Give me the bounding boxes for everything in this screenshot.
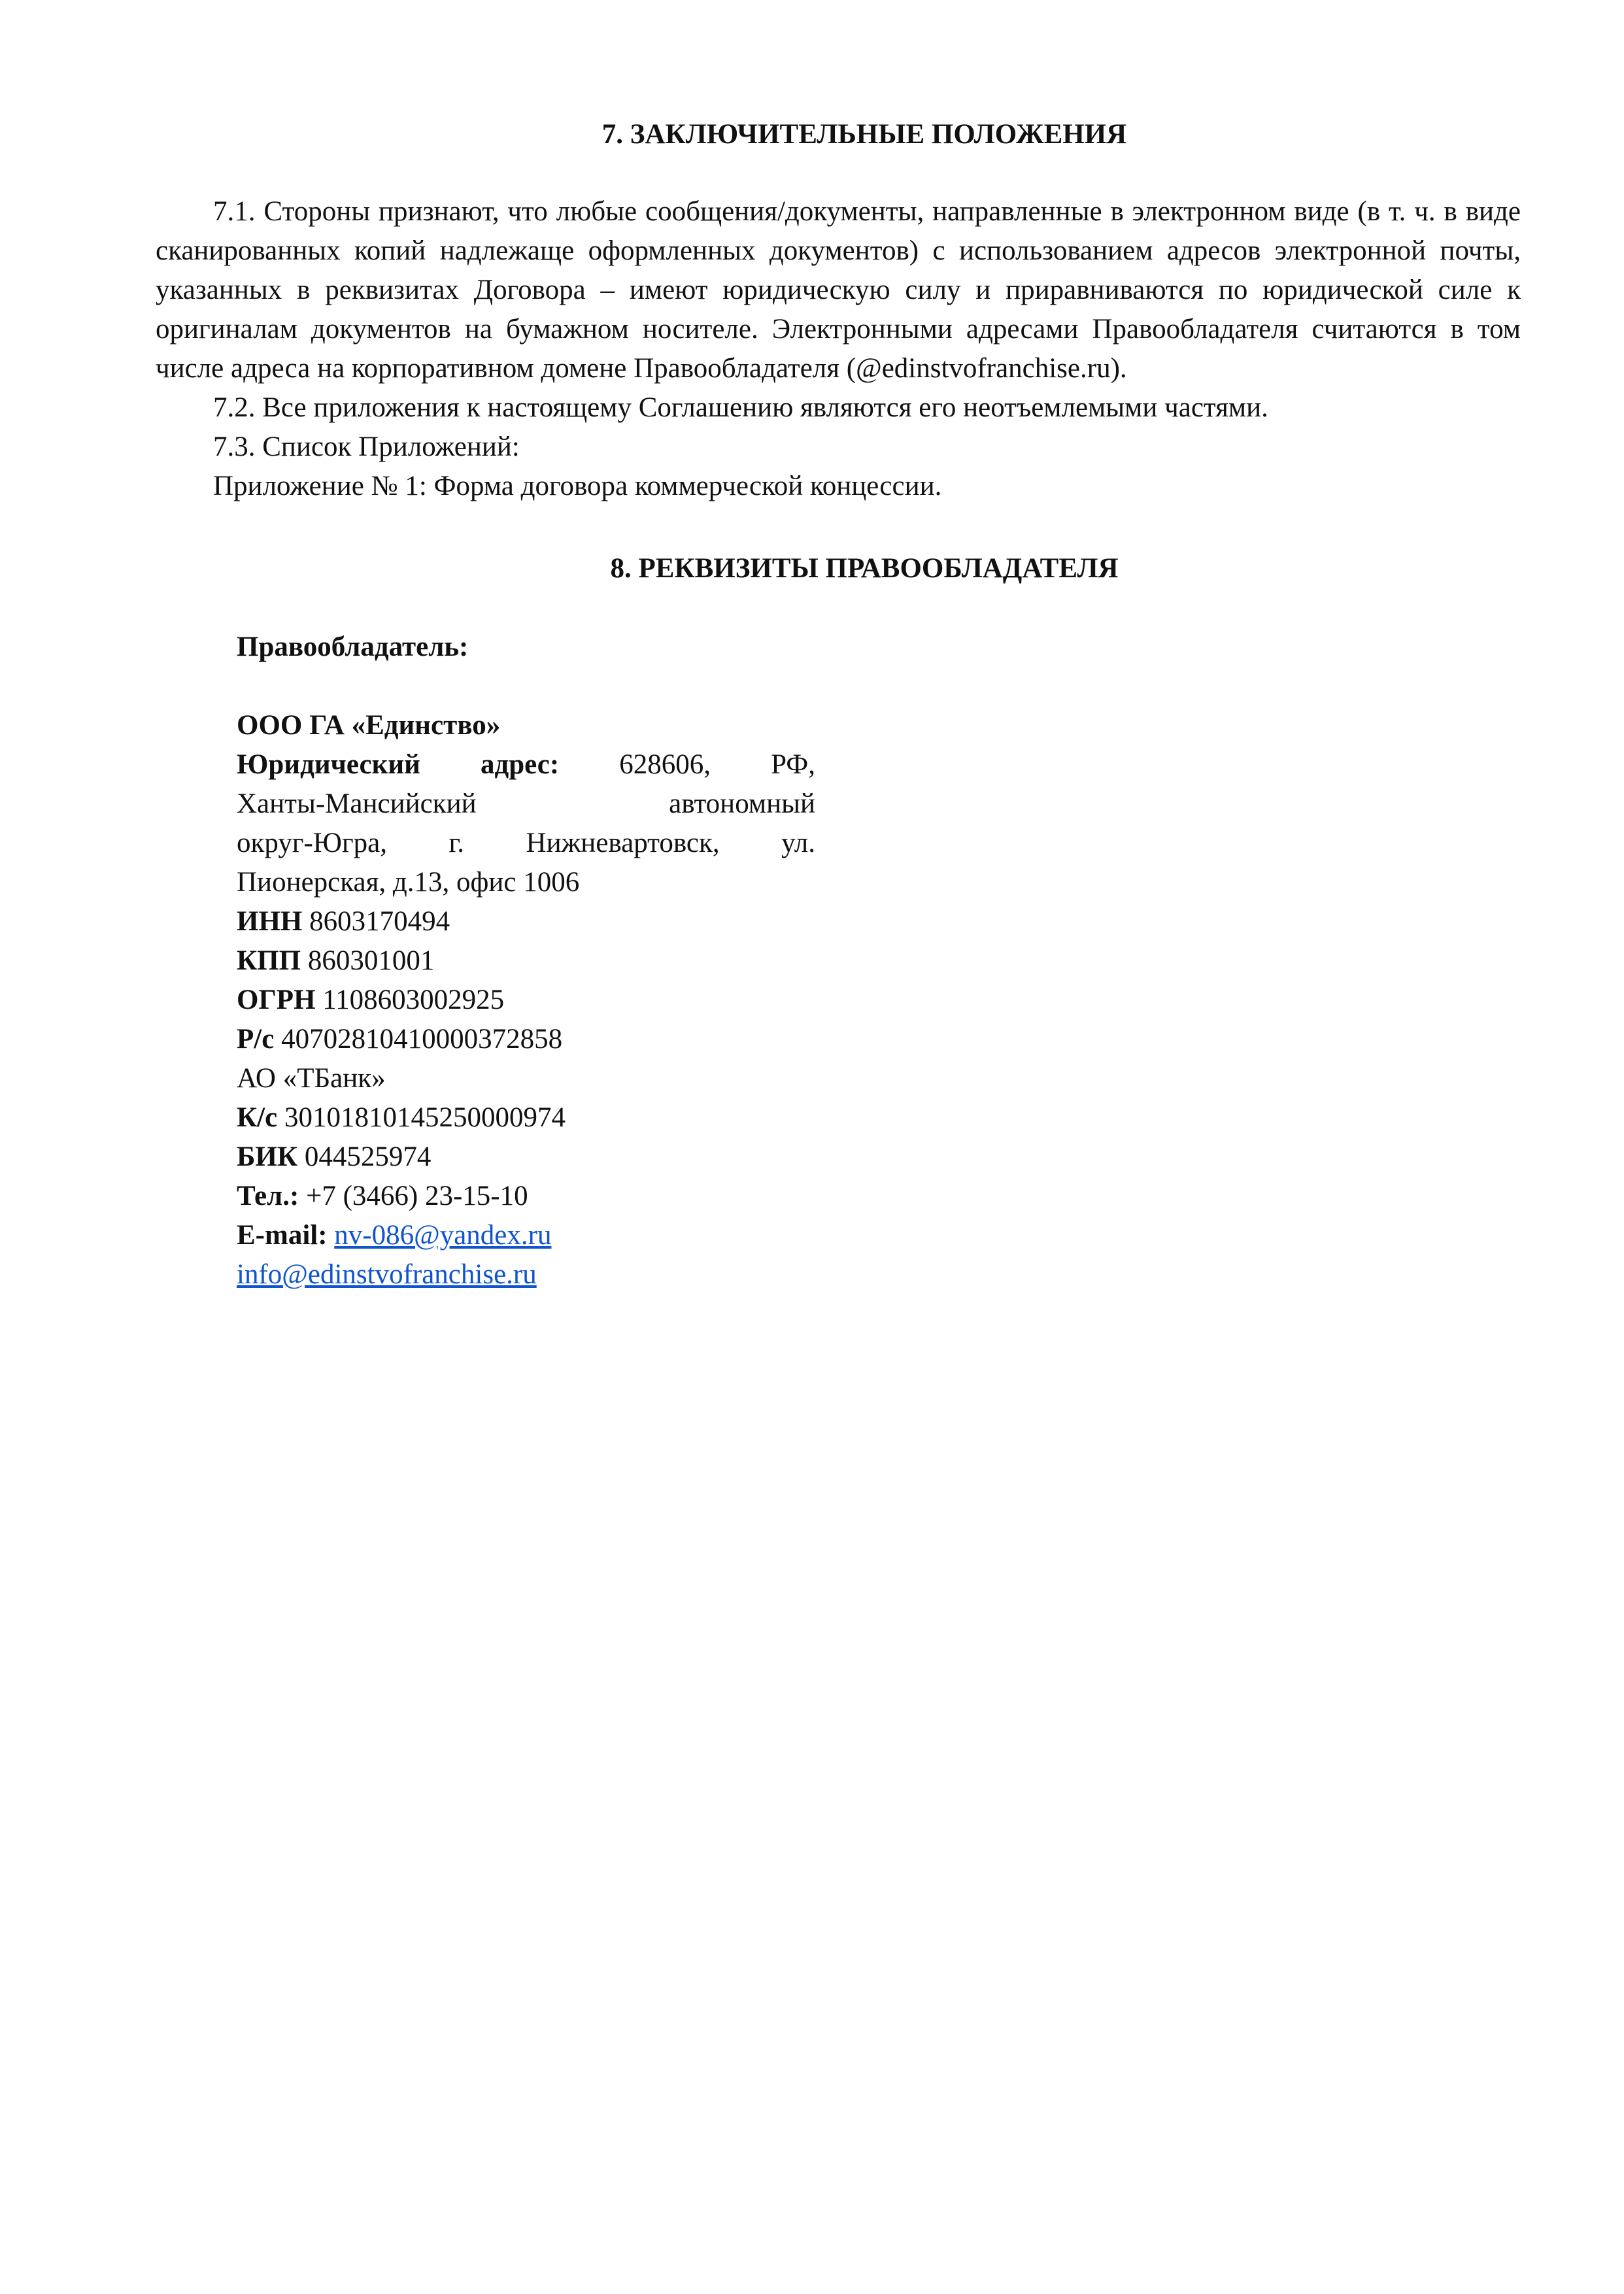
legal-address-label: Юридический адрес:	[237, 749, 560, 780]
rs-label: Р/с	[237, 1024, 275, 1054]
clause-7-2: 7.2. Все приложения к настоящему Соглашению являются его неотъемлемыми частями.	[213, 392, 1268, 423]
rightholder-label: Правообладатель:	[237, 632, 469, 662]
bank-name: АО «ТБанк»	[237, 1063, 386, 1094]
rs-row	[237, 1020, 815, 1059]
legal-address-line1	[237, 745, 815, 784]
clause-7-1: 7.1. Стороны признают, что любые сообщения/документы, направленные в электронном виде (в т. ч. в виде сканированных копий надлежаще оформленных документов) с использованием адресов электронной почты, указанных в реквизитах Договора – имеют юридическую силу и приравниваются по юридической силе к оригиналам документов на бумажном носителе. Электронными адресами Правообладателя считаются в том числе адреса на корпоративном домене Правообладателя (@edinstvofranchise.ru).	[156, 196, 1521, 384]
appendix-1: Приложение № 1: Форма договора коммерческой концессии.	[213, 471, 942, 501]
ks-value: 30101810145250000974	[284, 1102, 566, 1133]
email-row	[237, 1216, 815, 1255]
ogrn-row	[237, 981, 815, 1020]
section-7-title: 7. ЗАКЛЮЧИТЕЛЬНЫЕ ПОЛОЖЕНИЯ	[601, 119, 1127, 150]
email-label: E-mail:	[237, 1220, 328, 1251]
kpp-row	[237, 941, 815, 981]
bik-value: 044525974	[304, 1141, 431, 1172]
inn-row	[237, 902, 815, 941]
legal-address-line3: округ-Югра, г. Нижневартовск, ул.	[237, 828, 815, 858]
tel-value: +7 (3466) 23-15-10	[306, 1181, 528, 1211]
kpp-value: 860301001	[307, 945, 435, 976]
company-name: ООО ГА «Единство»	[237, 710, 501, 741]
email-link-edinstvo[interactable]: info@edinstvofranchise.ru	[237, 1259, 537, 1290]
section-8-title: 8. РЕКВИЗИТЫ ПРАВООБЛАДАТЕЛЯ	[610, 553, 1119, 584]
ks-row	[237, 1098, 815, 1138]
rs-value: 40702810410000372858	[281, 1024, 563, 1054]
legal-address-part1: 628606, РФ,	[619, 749, 816, 780]
ks-label: К/с	[237, 1102, 278, 1133]
email-link-yandex[interactable]: nv-086@yandex.ru	[334, 1220, 552, 1251]
bik-row	[237, 1138, 815, 1177]
legal-address-line4: Пионерская, д.13, офис 1006	[237, 867, 580, 898]
tel-label: Тел.:	[237, 1181, 299, 1211]
tel-row	[237, 1177, 815, 1216]
ogrn-value: 1108603002925	[322, 985, 505, 1015]
ogrn-label: ОГРН	[237, 985, 316, 1015]
clause-7-3: 7.3. Список Приложений:	[213, 431, 520, 462]
rightholder-details	[237, 628, 815, 1294]
legal-address-line2: Ханты-Мансийский автономный	[237, 788, 815, 819]
kpp-label: КПП	[237, 945, 301, 976]
section-7-body	[156, 192, 1521, 506]
inn-label: ИНН	[237, 906, 303, 937]
inn-value: 8603170494	[309, 906, 450, 937]
spacer	[237, 667, 815, 706]
bik-label: БИК	[237, 1141, 298, 1172]
email-row-2	[237, 1255, 815, 1294]
